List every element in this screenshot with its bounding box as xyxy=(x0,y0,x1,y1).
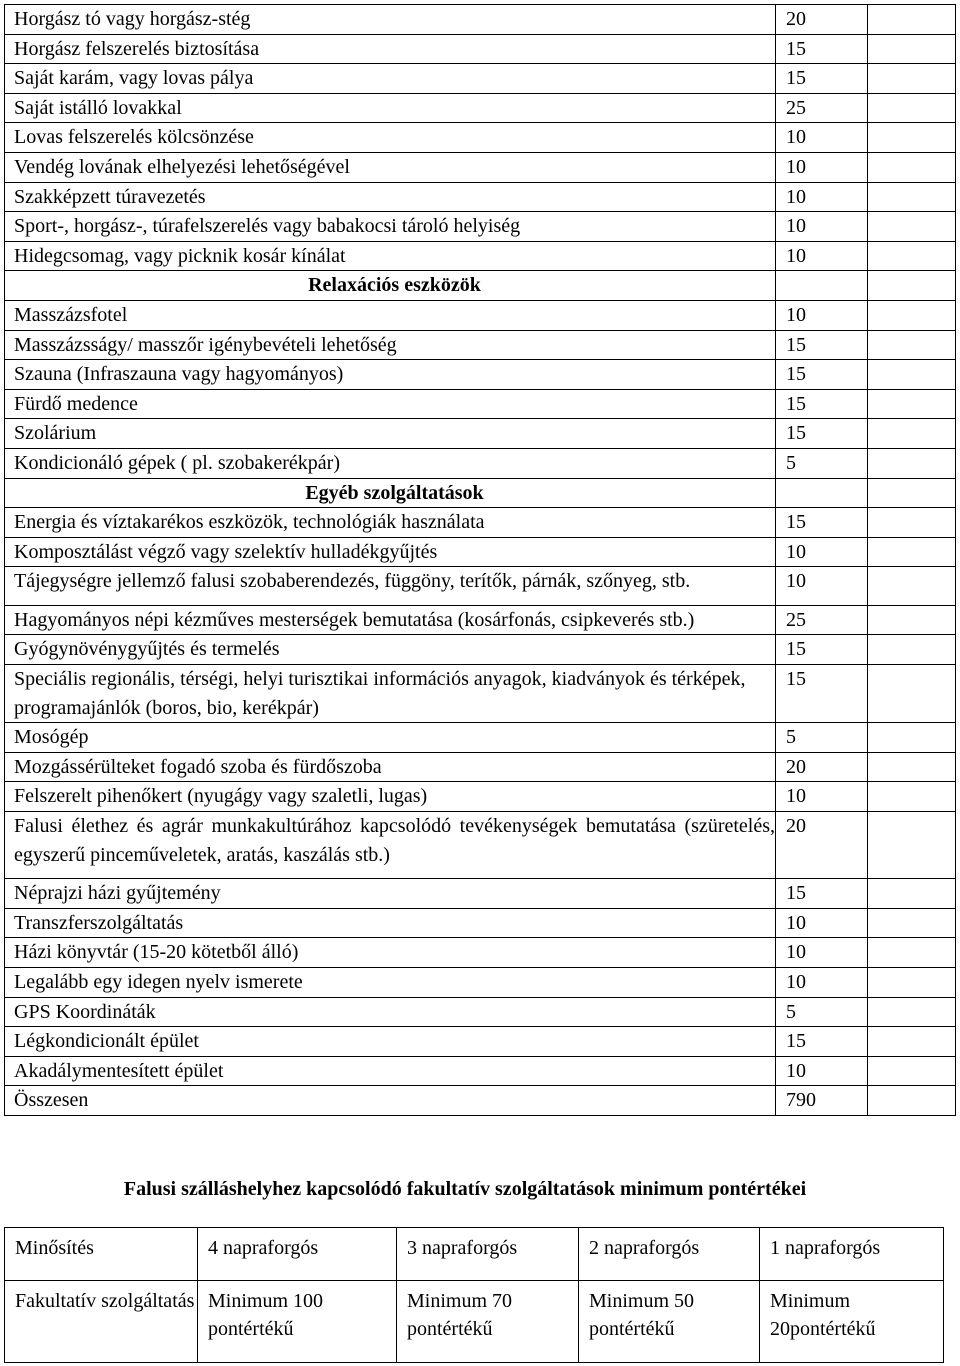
service-name: Szolárium xyxy=(5,419,776,449)
service-name: Sport-, horgász-, túrafelszerelés vagy babakocsi tároló helyiség xyxy=(5,212,776,242)
points-value: 20 xyxy=(776,5,868,35)
empty-cell xyxy=(868,605,956,635)
points-value: 10 xyxy=(776,782,868,812)
service-name: Masszázsságy/ masszőr igénybevételi lehetőség xyxy=(5,330,776,360)
table-row xyxy=(5,508,956,538)
empty-cell xyxy=(868,271,956,301)
service-name: Komposztálást végző vagy szelektív hulladékgyűjtés xyxy=(5,537,776,567)
service-name: Horgász felszerelés biztosítása xyxy=(5,34,776,64)
rating-value-cell: Minimum 20pontértékű xyxy=(760,1281,944,1363)
points-value: 25 xyxy=(776,605,868,635)
service-name: Kondicionáló gépek ( pl. szobakerékpár) xyxy=(5,448,776,478)
service-name: Speciális regionális, térségi, helyi turisztikai információs anyagok, kiadványok és térképek, programajánlók (boros, bio, kerékpár) xyxy=(5,665,776,723)
table-row xyxy=(5,908,956,938)
rating-header-cell: 2 napraforgós xyxy=(579,1228,760,1281)
table-row xyxy=(5,448,956,478)
empty-cell xyxy=(868,723,956,753)
empty-cell xyxy=(868,300,956,330)
service-name: Energia és víztakarékos eszközök, technológiák használata xyxy=(5,508,776,538)
empty-cell xyxy=(868,152,956,182)
section-header: Egyéb szolgáltatások xyxy=(5,478,776,508)
points-value: 20 xyxy=(776,812,868,879)
service-name: Hidegcsomag, vagy picknik kosár kínálat xyxy=(5,241,776,271)
empty-cell xyxy=(868,968,956,998)
empty-cell xyxy=(868,448,956,478)
service-name: Akadálymentesített épület xyxy=(5,1056,776,1086)
points-value: 10 xyxy=(776,212,868,242)
points-value: 15 xyxy=(776,508,868,538)
rating-header-cell: Minősítés xyxy=(5,1228,198,1281)
rating-value-cell: Minimum 50 pontértékű xyxy=(579,1281,760,1363)
table-row xyxy=(5,360,956,390)
table-row xyxy=(5,1086,956,1116)
points-value: 10 xyxy=(776,152,868,182)
empty-cell xyxy=(868,389,956,419)
points-value: 10 xyxy=(776,123,868,153)
table-row xyxy=(5,879,956,909)
table-row xyxy=(5,997,956,1027)
table-row xyxy=(5,1027,956,1057)
empty-cell xyxy=(868,752,956,782)
empty-cell xyxy=(868,812,956,879)
table-row xyxy=(5,938,956,968)
points-value: 10 xyxy=(776,182,868,212)
points-value: 10 xyxy=(776,968,868,998)
table-row xyxy=(5,34,956,64)
points-value: 15 xyxy=(776,34,868,64)
minimum-points-table xyxy=(4,1227,944,1363)
table-row xyxy=(5,64,956,94)
points-value: 5 xyxy=(776,448,868,478)
table-row xyxy=(5,665,956,723)
minimum-points-body xyxy=(5,1228,944,1363)
table-row xyxy=(5,1228,944,1281)
points-value: 15 xyxy=(776,330,868,360)
table-row xyxy=(5,1281,944,1363)
empty-cell xyxy=(868,5,956,35)
points-value: 5 xyxy=(776,997,868,1027)
table-row xyxy=(5,605,956,635)
points-value: 10 xyxy=(776,241,868,271)
service-name: Házi könyvtár (15-20 kötetből álló) xyxy=(5,938,776,968)
service-name: Fürdő medence xyxy=(5,389,776,419)
service-name: Masszázsfotel xyxy=(5,300,776,330)
empty-cell xyxy=(868,938,956,968)
minimum-points-title: Falusi szálláshelyhez kapcsolódó fakultatív szolgáltatások minimum pontértékei xyxy=(123,1178,807,1200)
service-name: Gyógynövénygyűjtés és termelés xyxy=(5,635,776,665)
table-row xyxy=(5,635,956,665)
empty-cell xyxy=(868,635,956,665)
table-row xyxy=(5,241,956,271)
points-value: 5 xyxy=(776,723,868,753)
empty-cell xyxy=(868,537,956,567)
service-name: Vendég lovának elhelyezési lehetőségével xyxy=(5,152,776,182)
table-row xyxy=(5,1056,956,1086)
service-name: GPS Koordináták xyxy=(5,997,776,1027)
empty-cell xyxy=(868,997,956,1027)
service-name: Legalább egy idegen nyelv ismerete xyxy=(5,968,776,998)
service-name: Mozgássérülteket fogadó szoba és fürdőszoba xyxy=(5,752,776,782)
rating-header-cell: 3 napraforgós xyxy=(397,1228,579,1281)
rating-value-cell: Minimum 70 pontértékű xyxy=(397,1281,579,1363)
empty-cell xyxy=(868,34,956,64)
section-header-row xyxy=(5,478,956,508)
points-value: 15 xyxy=(776,360,868,390)
points-value: 15 xyxy=(776,64,868,94)
table-row xyxy=(5,152,956,182)
empty-cell xyxy=(868,182,956,212)
rating-value-cell: Fakultatív szolgáltatás xyxy=(5,1281,198,1363)
service-name: Néprajzi házi gyűjtemény xyxy=(5,879,776,909)
table-row xyxy=(5,419,956,449)
table-row xyxy=(5,182,956,212)
facility-points-table xyxy=(4,4,956,1116)
empty-cell xyxy=(868,1056,956,1086)
rating-header-cell: 4 napraforgós xyxy=(198,1228,397,1281)
empty-cell xyxy=(868,1086,956,1116)
table-row xyxy=(5,123,956,153)
points-value: 25 xyxy=(776,93,868,123)
service-name: Lovas felszerelés kölcsönzése xyxy=(5,123,776,153)
empty-cell xyxy=(776,271,868,301)
table-row xyxy=(5,968,956,998)
service-name: Mosógép xyxy=(5,723,776,753)
service-name: Falusi élethez és agrár munkakultúrához kapcsolódó tevékenységek bemutatása (szüretelés, egyszerű pinceműveletek, aratás, kaszálás stb.) xyxy=(5,812,776,879)
points-value: 15 xyxy=(776,1027,868,1057)
empty-cell xyxy=(868,330,956,360)
service-name: Légkondicionált épület xyxy=(5,1027,776,1057)
empty-cell xyxy=(868,782,956,812)
table-row xyxy=(5,389,956,419)
table-row xyxy=(5,537,956,567)
service-name: Transzferszolgáltatás xyxy=(5,908,776,938)
empty-cell xyxy=(868,419,956,449)
table-row xyxy=(5,723,956,753)
table-row xyxy=(5,93,956,123)
points-value: 15 xyxy=(776,665,868,723)
service-name: Tájegységre jellemző falusi szobaberendezés, függöny, terítők, párnák, szőnyeg, stb. xyxy=(5,567,776,606)
table-row xyxy=(5,752,956,782)
points-value: 20 xyxy=(776,752,868,782)
service-name: Saját istálló lovakkal xyxy=(5,93,776,123)
points-value: 10 xyxy=(776,567,868,606)
points-value: 15 xyxy=(776,389,868,419)
facility-points-body xyxy=(5,5,956,1116)
table-row xyxy=(5,330,956,360)
empty-cell xyxy=(868,908,956,938)
empty-cell xyxy=(868,212,956,242)
table-row xyxy=(5,812,956,879)
empty-cell xyxy=(868,1027,956,1057)
rating-header-cell: 1 napraforgós xyxy=(760,1228,944,1281)
empty-cell xyxy=(868,93,956,123)
service-name: Szakképzett túravezetés xyxy=(5,182,776,212)
table-row xyxy=(5,5,956,35)
empty-cell xyxy=(868,64,956,94)
service-name: Saját karám, vagy lovas pálya xyxy=(5,64,776,94)
empty-cell xyxy=(868,241,956,271)
empty-cell xyxy=(776,478,868,508)
table-row xyxy=(5,212,956,242)
empty-cell xyxy=(868,879,956,909)
section-header: Relaxációs eszközök xyxy=(5,271,776,301)
points-value: 15 xyxy=(776,635,868,665)
section-header-row xyxy=(5,271,956,301)
table-row xyxy=(5,567,956,606)
points-value: 790 xyxy=(776,1086,868,1116)
table-row xyxy=(5,300,956,330)
points-value: 10 xyxy=(776,1056,868,1086)
empty-cell xyxy=(868,567,956,606)
empty-cell xyxy=(868,360,956,390)
service-name: Hagyományos népi kézműves mesterségek bemutatása (kosárfonás, csipkeverés stb.) xyxy=(5,605,776,635)
service-name: Összesen xyxy=(5,1086,776,1116)
points-value: 15 xyxy=(776,419,868,449)
table-row xyxy=(5,782,956,812)
empty-cell xyxy=(868,478,956,508)
empty-cell xyxy=(868,508,956,538)
service-name: Szauna (Infraszauna vagy hagyományos) xyxy=(5,360,776,390)
points-value: 15 xyxy=(776,879,868,909)
points-value: 10 xyxy=(776,300,868,330)
points-value: 10 xyxy=(776,938,868,968)
service-name: Felszerelt pihenőkert (nyugágy vagy szaletli, lugas) xyxy=(5,782,776,812)
empty-cell xyxy=(868,665,956,723)
rating-value-cell: Minimum 100 pontértékű xyxy=(198,1281,397,1363)
points-value: 10 xyxy=(776,908,868,938)
service-name: Horgász tó vagy horgász-stég xyxy=(5,5,776,35)
points-value: 10 xyxy=(776,537,868,567)
empty-cell xyxy=(868,123,956,153)
